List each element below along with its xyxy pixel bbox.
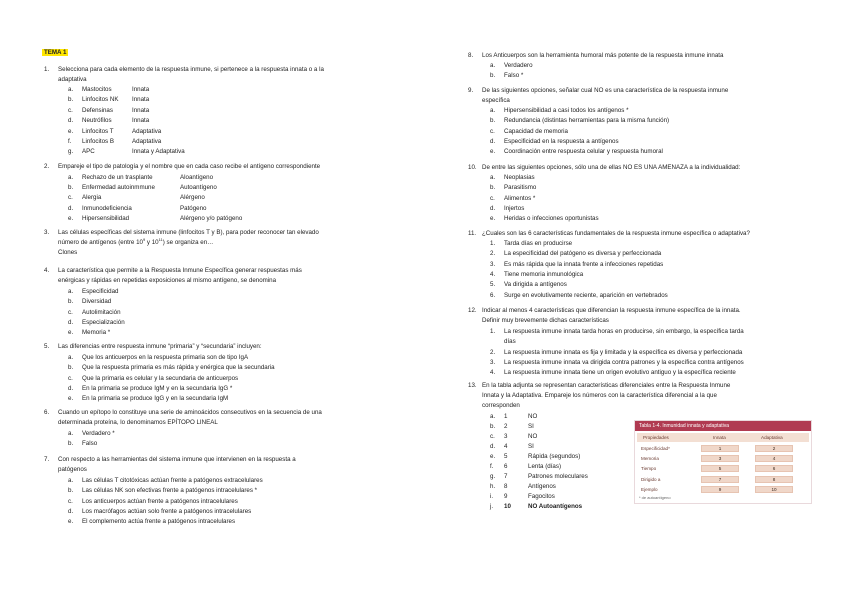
item-marker: b.: [68, 364, 74, 372]
item-marker: b.: [490, 72, 496, 80]
list-item: [490, 329, 744, 335]
question-5: 5. Las diferencias entre respuesta inmune “primaria” y “secundaria” incluyen:: [44, 343, 262, 350]
list-item: [490, 293, 668, 299]
table-title: Tabla 1-4. Inmunidad innata y adaptativa: [635, 421, 811, 431]
list-item: [68, 499, 238, 505]
item-marker: c.: [490, 127, 495, 135]
item-marker: 1.: [490, 328, 496, 335]
item-marker: b.: [68, 298, 74, 306]
list-item: [490, 370, 736, 376]
item-number: 9: [504, 493, 508, 500]
item-marker: c.: [490, 194, 495, 202]
table-cell-adaptive: 6: [755, 465, 793, 472]
item-label: Hipersensibilidad a casi todos los antígenos *: [504, 107, 629, 114]
list-item: [68, 310, 121, 316]
item-label: Que la respuesta primaria es más rápida y enérgica que la secundaria: [82, 364, 275, 372]
item-answer: Innata: [132, 96, 150, 104]
question-10: 10. De entre las siguientes opciones, sólo una de ellas NO ES UNA AMENAZA a la individualidad:: [468, 164, 741, 171]
item-answer: Patógeno: [180, 204, 207, 212]
table-row: [637, 444, 809, 453]
item-label: Que los anticuerpos en la respuesta primaria son de tipo IgA: [82, 354, 249, 361]
list-item: [68, 87, 112, 93]
item-marker: 1.: [490, 240, 496, 247]
item-label: Redundancia (distintas herramientas para la misma función): [504, 117, 670, 125]
item-label: APC: [82, 148, 95, 156]
item-marker: b.: [490, 117, 496, 125]
item-number: 7: [504, 473, 508, 480]
table-row: [637, 475, 809, 484]
table-cell-label: Especificidad*: [641, 446, 670, 451]
list-item: [68, 386, 232, 392]
item-marker: c.: [68, 106, 73, 114]
question-4: 4. La característica que permite a la Respuesta Inmune Específica generar respuestas más: [44, 267, 302, 274]
item-label: Defensinas: [82, 106, 113, 114]
list-item: [490, 185, 536, 191]
table-cell-label: Memoria: [641, 456, 659, 462]
table-cell-innate: 5: [701, 465, 739, 472]
list-item: [490, 454, 580, 460]
item-marker: a.: [490, 62, 496, 69]
table-row: [637, 454, 809, 463]
item-label: Autolimitación: [82, 308, 121, 316]
item-marker: 4.: [490, 270, 496, 278]
item-marker: 2.: [490, 250, 496, 258]
list-item: [68, 441, 97, 447]
item-label: Surge en evolutivamente reciente, aparición en vertebrados: [504, 291, 668, 299]
list-item: [490, 118, 669, 124]
item-number: 3: [504, 433, 508, 440]
item-answer: Adaptativa: [132, 127, 162, 135]
item-label: Fagocitos: [528, 493, 555, 500]
item-answer: Aloantígeno: [180, 174, 214, 181]
section-title: TEMA 1: [44, 49, 67, 56]
list-item: [490, 63, 533, 69]
item-answer: Innata: [132, 117, 150, 125]
item-label: La respuesta inmune innata es fija y limitada y la específica es diversa y perfeccionada: [504, 348, 743, 356]
item-marker: e.: [68, 518, 74, 526]
table-cell-adaptive: 4: [755, 455, 793, 462]
list-item: [490, 444, 534, 450]
list-item: [490, 414, 537, 420]
item-label: días: [504, 338, 516, 346]
item-marker: a.: [68, 430, 74, 437]
list-item: [490, 251, 661, 257]
item-marker: e.: [490, 453, 496, 460]
item-marker: 3.: [490, 358, 496, 366]
item-marker: 6.: [490, 291, 496, 299]
item-label: Que la primaria es celular y la secundaria de anticuerpos: [82, 374, 239, 382]
item-marker: 3.: [490, 260, 496, 268]
item-label: Los macrófagos actúan solo frente a patógenos intracelulares: [82, 507, 252, 515]
item-marker: e.: [490, 215, 496, 223]
table-cell-innate: 1: [701, 445, 739, 452]
item-label: La especificidad del patógeno es diversa y perfeccionada: [504, 250, 662, 258]
item-marker: d.: [490, 204, 496, 212]
item-marker: c.: [68, 308, 73, 316]
item-label: Coordinación entre respuesta celular y respuesta humoral: [504, 148, 663, 156]
item-label: En la primaria se produce IgM y en la secundaria IgG *: [82, 384, 233, 392]
item-marker: d.: [490, 443, 496, 450]
list-item: [68, 519, 235, 525]
list-item: [68, 118, 112, 124]
question-8: 8. Los Anticuerpos son la herramienta humoral más potente de la respuesta inmune innata: [468, 52, 724, 59]
item-label: Alimentos *: [504, 194, 536, 202]
list-item: [68, 108, 113, 114]
item-label: Es más rápida que la innata frente a infecciones repetidas: [504, 260, 664, 268]
list-item: [68, 175, 153, 181]
list-item: [68, 129, 114, 135]
list-item: [490, 73, 523, 79]
item-label: SI: [528, 423, 534, 430]
list-item: [490, 474, 588, 480]
item-label: Antígenos: [528, 483, 556, 490]
item-marker: b.: [68, 184, 74, 192]
item-marker: j.: [490, 503, 494, 510]
question-3-answer: Clones: [58, 249, 78, 256]
item-marker: e.: [490, 148, 496, 156]
item-label: Capacidad de memoria: [504, 127, 568, 135]
list-item: [490, 504, 582, 510]
item-marker: b.: [490, 184, 496, 192]
item-marker: b.: [490, 423, 496, 430]
item-label: Falso *: [504, 72, 524, 80]
list-item: [490, 206, 524, 212]
item-label: Neutrófilos: [82, 117, 112, 125]
list-item: [490, 484, 556, 490]
item-label: La respuesta inmune innata va dirigida contra patrones y la específica contra antígenos: [504, 358, 744, 366]
table-cell-adaptive: 2: [755, 445, 793, 452]
item-marker: a.: [68, 86, 74, 93]
list-item: [68, 299, 111, 305]
item-answer: Autoantígeno: [180, 184, 217, 192]
list-item: [68, 185, 155, 191]
item-number: 1: [504, 413, 508, 420]
table-cell-label: Dirigido a: [641, 476, 661, 482]
item-answer: Alérgeno: [180, 194, 205, 202]
list-item: [490, 282, 567, 288]
item-label: Rechazo de un trasplante: [82, 174, 153, 181]
item-answer: Innata y Adaptativa: [132, 148, 185, 156]
question-7: 7. Con respecto a las herramientas del sistema inmune que intervienen en la respuesta a: [44, 456, 296, 463]
item-label: Mastocitos: [82, 86, 112, 93]
list-item: [68, 431, 115, 437]
question-1: 1. Selecciona para cada elemento de la respuesta inmune, si pertenece a la respuesta innata o a la: [44, 66, 324, 73]
list-item: [490, 360, 744, 366]
list-item: [68, 139, 114, 145]
question-13: 13. En la tabla adjunta se representan características diferenciales entre la Respuesta Inmune: [468, 382, 731, 389]
list-item: [490, 196, 535, 202]
item-marker: b.: [68, 96, 74, 104]
item-marker: d.: [68, 117, 74, 125]
item-label: Los anticuerpos actúan frente a patógenos intracelulares: [82, 497, 238, 505]
item-label: Va dirigida a antígenos: [504, 281, 567, 289]
item-label: Tarda días en producirse: [504, 240, 573, 247]
item-marker: d.: [68, 507, 74, 515]
item-label: Especialización: [82, 318, 125, 326]
list-item: [68, 195, 101, 201]
list-item: [490, 350, 742, 356]
item-number: 10: [504, 503, 511, 510]
question-3: 3. Las células específicas del sistema inmune (linfocitos T y B), para poder reconocer tan elevado: [44, 229, 319, 236]
item-marker: f.: [490, 463, 494, 470]
item-marker: d.: [68, 204, 74, 212]
question-11: 11. ¿Cuales son las 6 características fundamentales de la respuesta inmune específica o adaptativa?: [468, 230, 750, 237]
list-item: [490, 129, 568, 135]
item-marker: a.: [68, 174, 74, 181]
table-cell-adaptive: 8: [755, 476, 793, 483]
item-label: Las células T citotóxicas actúan frente a patógenos extracelulares: [82, 477, 263, 484]
item-marker: b.: [68, 440, 74, 448]
item-marker: d.: [490, 137, 496, 145]
item-number: 5: [504, 453, 508, 460]
question-9: 9. De las siguientes opciones, señalar cual NO es una característica de la respuesta inmune: [468, 87, 729, 94]
item-label: Patrones moleculares: [528, 473, 588, 480]
item-marker: h.: [490, 483, 496, 490]
item-marker: f.: [68, 138, 72, 145]
item-number: 2: [504, 423, 508, 430]
list-item: [68, 488, 257, 494]
item-marker: a.: [68, 354, 74, 361]
item-marker: c.: [68, 374, 73, 382]
table-footnote: * de autoantígeno: [639, 495, 671, 500]
item-label: Especificidad en la respuesta a antígenos: [504, 137, 619, 145]
list-item: [68, 320, 125, 326]
item-marker: e.: [68, 214, 74, 222]
list-item: [490, 434, 537, 440]
table-cell-label: Ejemplo: [641, 486, 658, 492]
list-item: [68, 289, 118, 295]
table-cell-innate: 9: [701, 486, 739, 493]
table-cell-adaptive: 10: [755, 486, 793, 493]
item-label: Alergia: [82, 194, 102, 202]
list-item: [68, 330, 110, 336]
item-marker: c.: [68, 194, 73, 202]
item-number: 4: [504, 443, 508, 450]
item-label: Linfocitos B: [82, 138, 114, 145]
item-label: NO: [528, 413, 538, 420]
list-item: [490, 108, 629, 114]
item-marker: a.: [68, 477, 74, 484]
item-answer: Innata: [132, 86, 150, 93]
item-number: 8: [504, 483, 508, 490]
list-item: [490, 424, 534, 430]
list-item: [490, 272, 583, 278]
item-marker: e.: [68, 329, 74, 337]
item-label: El complemento actúa frente a patógenos intracelulares: [82, 518, 236, 526]
item-label: Injertos: [504, 204, 525, 212]
list-item: [490, 262, 663, 268]
item-label: Parasitismo: [504, 184, 537, 192]
item-label: Inmunodeficiencia: [82, 204, 132, 212]
list-item: [68, 509, 251, 515]
item-label: Hipersensibilidad: [82, 214, 130, 222]
immunity-comparison-table-image: [634, 420, 812, 504]
item-marker: a.: [490, 174, 496, 181]
list-item: [68, 97, 118, 103]
item-label: Especificidad: [82, 288, 119, 295]
item-label: Neoplasias: [504, 174, 535, 181]
list-item: [490, 464, 561, 470]
item-marker: 5.: [490, 281, 496, 289]
item-marker: c.: [68, 497, 73, 505]
list-item: [68, 206, 132, 212]
item-marker: 4.: [490, 369, 496, 377]
item-marker: g.: [490, 473, 496, 480]
list-item: [490, 216, 599, 222]
item-label: Lenta (días): [528, 463, 562, 470]
list-item: [68, 355, 248, 361]
question-2: 2. Empareje el tipo de patología y el nombre que en cada caso recibe el antígeno correspondiente: [44, 163, 321, 170]
item-label: La respuesta inmune innata tiene un origen evolutivo antiguo y la específica reciente: [504, 369, 736, 377]
item-marker: b.: [68, 487, 74, 495]
list-item: [490, 241, 572, 247]
item-marker: 2.: [490, 348, 496, 356]
table-row: [637, 464, 809, 473]
item-marker: d.: [68, 384, 74, 392]
item-label: Heridas o infecciones oportunistas: [504, 215, 599, 223]
item-marker: a.: [490, 107, 496, 114]
item-marker: d.: [68, 318, 74, 326]
item-label: La respuesta inmune innata tarda horas en producirse, sin embargo, la específica tarda: [504, 328, 744, 335]
item-label: Diversidad: [82, 298, 112, 306]
list-item: [68, 396, 228, 402]
item-answer: Adaptativa: [132, 138, 162, 145]
item-label: Las células NK son efectivas frente a patógenos intracelulares *: [82, 487, 258, 495]
item-answer: Alérgeno y/o patógeno: [180, 214, 243, 222]
list-item: [68, 149, 95, 155]
list-item: [68, 478, 263, 484]
list-item: [68, 376, 238, 382]
list-item: [490, 139, 619, 145]
item-label: Tiene memoria inmunológica: [504, 270, 584, 278]
list-item: [490, 494, 555, 500]
item-marker: g.: [68, 148, 74, 156]
item-marker: e.: [68, 395, 74, 403]
list-item: [490, 149, 663, 155]
item-number: 6: [504, 463, 508, 470]
item-label: Verdadero *: [82, 430, 115, 437]
item-label: Falso: [82, 440, 98, 448]
list-item: [68, 365, 275, 371]
item-marker: c.: [490, 433, 495, 440]
item-label: Linfocitos NK: [82, 96, 119, 104]
list-item: [490, 175, 535, 181]
item-label: NO Autoantígenos: [528, 503, 583, 510]
item-label: Memoria *: [82, 329, 111, 337]
item-label: Verdadero: [504, 62, 533, 69]
item-marker: a.: [68, 288, 74, 295]
question-6: 6. Cuando un epítopo lo constituye una serie de aminoácidos consecutivos en la secuencia de una: [44, 409, 322, 416]
item-label: En la primaria se produce IgG y en la secundaria IgM: [82, 395, 229, 403]
table-header-row: Propiedades Innata Adaptativa: [637, 433, 809, 442]
item-label: Linfocitos T: [82, 127, 114, 135]
table-cell-innate: 7: [701, 476, 739, 483]
item-marker: a.: [490, 413, 496, 420]
item-answer: Innata: [132, 106, 150, 114]
item-label: Rápida (segundos): [528, 453, 581, 460]
item-label: NO: [528, 433, 538, 440]
question-12: 12. Indicar al menos 4 características que diferencian la respuesta inmune específica de la innata.: [468, 307, 741, 314]
item-marker: i.: [490, 493, 494, 500]
item-label: SI: [528, 443, 534, 450]
item-label: Enfermedad autoinmmune: [82, 184, 155, 192]
table-cell-label: Tiempo: [641, 466, 657, 472]
list-item: [490, 339, 516, 345]
item-marker: e.: [68, 127, 74, 135]
table-row: [637, 485, 809, 494]
table-cell-innate: 3: [701, 455, 739, 462]
list-item: [68, 216, 129, 222]
